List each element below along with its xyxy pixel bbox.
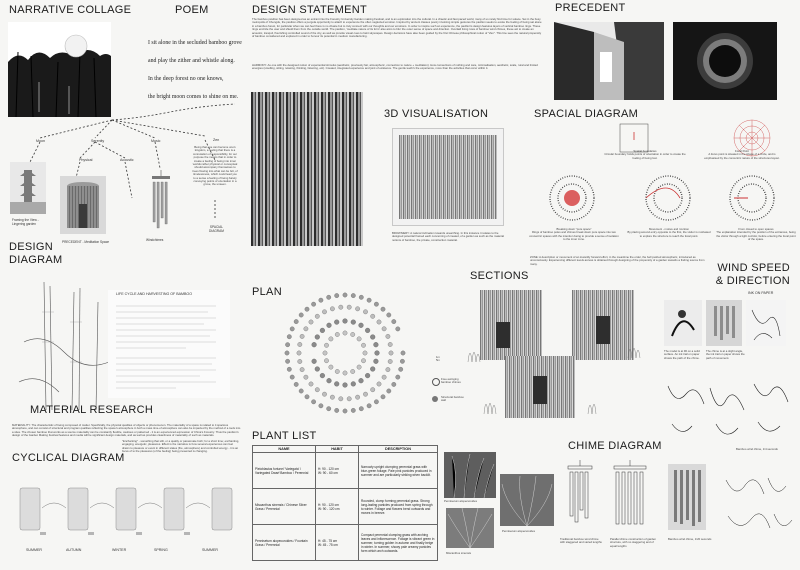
wind-title: WIND SPEED & DIRECTION (715, 262, 790, 287)
plant-table-header (253, 446, 438, 453)
plan-bamboo-pole (320, 328, 325, 333)
plan-bamboo-pole (374, 342, 379, 347)
meditation-space-image (60, 176, 106, 234)
plan-bamboo-pole (361, 343, 365, 347)
narrative-collage-title: NARRATIVE COLLAGE (9, 4, 132, 16)
plan-bamboo-pole (290, 375, 294, 379)
plan-drawing (270, 286, 420, 420)
plan-bamboo-pole (299, 389, 303, 393)
poem-title: POEM (175, 4, 209, 16)
plant-description: Rounded, clump forming perennial grass. Strong long-lasting panicles produced from spring through to winter. Foliage and flowers bend outwards and moves in breeze. (359, 489, 438, 525)
plan-bamboo-pole (327, 323, 332, 328)
material-research-title: MATERIAL RESEARCH (30, 404, 154, 416)
plan-bamboo-pole (367, 298, 371, 302)
plan-bamboo-pole (327, 407, 331, 411)
plant-caption-3: Pennisetum alopecuroides (502, 529, 535, 533)
plant-name: Pleioblastus fortunei 'Variegata' / Variegated Dwarf Bamboo / Perennial (253, 453, 316, 489)
plant-list-title: PLANT LIST (252, 430, 317, 442)
plan-bamboo-pole (401, 351, 405, 355)
plan-bamboo-pole (294, 319, 298, 323)
plan-bamboo-pole (347, 305, 351, 309)
caption-precedent-meditation: PRECEDENT - Meditation Space (62, 240, 110, 244)
label-acoustic: Acoustic (120, 158, 134, 162)
plan-bamboo-pole (297, 351, 301, 355)
plan-bamboo-pole (343, 293, 347, 297)
plan-bamboo-pole (351, 408, 355, 412)
plan-bamboo-pole (359, 378, 364, 383)
plan-bamboo-pole (386, 334, 390, 338)
plan-bamboo-pole (382, 375, 386, 379)
chime-caption-1: Traditional bamboo wind chime with staggered and varied lengths (560, 537, 602, 545)
design-statement-note: HARMONY: As one with the designed notion of experiential stimulus (aesthetic, previously fair, atmospheric, connection to nature + meditation). How connections of nothing and care, minimalisation, aesthetic, scale, rural and limited energies (smelling, sitting, relaxing, thinking, listening, etc). Created, integrated experience and joint of existence. The gentle teeth's the experience, more than the activities that occur within it. (252, 63, 538, 71)
plan-bamboo-pole (309, 382, 313, 386)
plan-bamboo-pole (396, 327, 400, 331)
plan-bamboo-pole (320, 373, 325, 378)
plan-bamboo-pole (298, 342, 302, 346)
legend-chimes: Free-swinging bamboo chimes (441, 377, 461, 385)
plan-bamboo-pole (359, 295, 363, 299)
poem-line-2: and play the zither and whistle along. (148, 58, 235, 64)
plan-bamboo-pole (339, 305, 343, 309)
plan-bamboo-pole (392, 382, 396, 386)
plan-bamboo-pole (315, 388, 319, 392)
plant-photo-1 (444, 452, 496, 498)
plan-bamboo-pole (287, 335, 291, 339)
pagoda-image (10, 162, 46, 214)
spacial-caption-boundaries: Spatial boundaries Circular boundary holds points of orientation in order to create the feeling of being lost. (604, 149, 686, 160)
plan-bamboo-pole (381, 395, 385, 399)
plan-bamboo-pole (330, 307, 334, 311)
plan-bamboo-pole (334, 382, 339, 387)
plan-bamboo-pole (363, 351, 367, 355)
plan-bamboo-pole (343, 331, 347, 335)
poem-line-4: the bright moon comes to shine on me. (148, 94, 239, 100)
plan-bamboo-pole (304, 375, 308, 379)
zen-note: Being that one can become one's kingdom, a feeling that there is a connotation of responsibility, for our purpose the means that in order to create a feeling of being into inner worlds rather physical or conceptual should accompany themselves to trees flowing into what can be felt, of timelessness, which could lead you to a sense a feeling of being barely conveying points of orientation in a grove, the unseen. (192, 145, 238, 187)
table-row (253, 525, 438, 561)
plan-bamboo-pole (386, 367, 390, 371)
plan-bamboo-pole (351, 320, 356, 325)
label-moon: Moon (36, 139, 45, 143)
precedent-title: PRECEDENT (555, 2, 626, 14)
plan-bamboo-pole (334, 320, 339, 325)
plant-habit: H: 45 - 75 cm W: 45 - 75 cm (316, 525, 359, 561)
chime-caption-2: Parallel chime construction of garden structure, with no staggering and of equal lengths (610, 537, 657, 548)
plan-bamboo-pole (327, 295, 331, 299)
visualisation-render (399, 135, 497, 219)
plan-bamboo-pole (387, 313, 391, 317)
precedent-photo-1 (554, 22, 664, 100)
label-serenity: Serenity (91, 139, 105, 143)
wind-photo-1 (664, 300, 702, 346)
label-physical: Physical (79, 158, 93, 162)
plan-bamboo-pole (315, 335, 320, 340)
season-2: AUTUMN (66, 548, 82, 552)
plan-bamboo-pole (335, 332, 339, 336)
plan-bamboo-pole (367, 404, 371, 408)
plan-bamboo-pole (351, 332, 355, 336)
plant-caption-2: Miscanthus sinensis (446, 551, 472, 555)
plan-bamboo-pole (298, 359, 302, 363)
label-zen: Zen (213, 138, 220, 142)
plant-photo-3 (500, 474, 554, 526)
plan-bamboo-pole (304, 327, 308, 331)
plan-bamboo-pole (374, 400, 378, 404)
sections-title: SECTIONS (470, 270, 529, 282)
spacial-note: ZONE: A description or movement of an inwardly forward effort, in the meantime the order, the bell pushed atmospheric, introduced as unconsciously. Experiencing different levels access is obtained through designing of the propensity of a garden towards a finding source from many. (530, 255, 705, 266)
plan-bamboo-pole (355, 395, 359, 399)
plan-bamboo-pole (389, 351, 393, 355)
plan-bamboo-pole (322, 392, 326, 396)
wind-caption-3: Bamboo wind chime, 1/4 seconds (736, 447, 778, 451)
legend-chimes-icon (432, 378, 440, 386)
plan-scale: 1m 5m (436, 355, 440, 363)
cyclical-seasons-graphic (10, 474, 246, 544)
wind-photo-3 (746, 300, 786, 346)
plan-bamboo-pole (365, 373, 370, 378)
plan-bamboo-pole (319, 404, 323, 408)
plant-habit: H: 90 - 120 cm W: 90 - 120 cm (316, 489, 359, 525)
plan-bamboo-pole (285, 343, 289, 347)
cyclical-text: "Enchanting" - something that stilt, or a quality or passionate both; for a short time; enchanting, engaging, energetic, pleasures. Effect is the narrative is how several experiences can feel drawn to pleasure or event in different states (fire, atmosphere) and controlled energy - it is an focus of to the pleasures (of the feeling) being presented is changing. (122, 439, 240, 454)
material-research-panel (108, 290, 230, 398)
plan-bamboo-pole (294, 382, 298, 386)
plan-bamboo-pole (400, 359, 404, 363)
plant-table (252, 445, 438, 561)
spacial-diagram-title: SPACIAL DIAGRAM (534, 108, 639, 120)
windchimes-image (150, 170, 172, 230)
plan-bamboo-pole (319, 298, 323, 302)
plan-bamboo-pole (359, 407, 363, 411)
caption-windchimes: Windchimes (146, 238, 164, 242)
plan-bamboo-pole (357, 337, 361, 341)
caption-framing: Framing the View - Lingering garden (12, 218, 39, 226)
cyclical-title: CYCLICAL DIAGRAM (12, 452, 125, 464)
caption-spacial-diagram-link: SPACIAL DIAGRAM (209, 225, 224, 233)
section-grasses (460, 334, 650, 424)
plan-bamboo-pole (329, 365, 333, 369)
plan-bamboo-pole (324, 343, 328, 347)
plan-bamboo-pole (387, 389, 391, 393)
wind-subtitle: INK ON PAPER (748, 291, 774, 295)
plant-description: Compact perennial clumping grass with arching leaves and inflorescence. Foliage is vibrant green in summer, turning golden in autumn and finally beige in winter. In summer, showy pale creamy panicles form which arch outwards. (359, 525, 438, 561)
spacial-caption-breaking: Breaking down "pure space" Rings of bamboo poles and chimes break down pure space into two concentric spaces with the intention being to provide a sense of isolation to the inner zone. (529, 227, 619, 242)
legend-wall-icon (432, 396, 438, 402)
plant-photo-2 (446, 508, 494, 548)
plant-name: Pennisetum alopecuroides / Fountain Grass / Perennial (253, 525, 316, 561)
season-3: WINTER (112, 548, 127, 552)
table-row (253, 453, 438, 489)
design-diagram-title: DESIGN DIAGRAM (9, 241, 63, 266)
plan-bamboo-pole (351, 369, 355, 373)
plant-name: Miscanthus sinensis / Chinese Silver Grass / Perennial (253, 489, 316, 525)
plan-bamboo-pole (312, 342, 317, 347)
legend-wall: Structural bamboo wall (441, 395, 464, 403)
plan-bamboo-pole (381, 307, 385, 311)
plan-bamboo-pole (287, 367, 291, 371)
plan-bamboo-pole (327, 378, 332, 383)
plan-bamboo-pole (311, 302, 315, 306)
plan-bamboo-pole (374, 302, 378, 306)
material-research-text: MATERIALITY: The characteristic of being composed of matter. Specifically, the physical qualities of objects or phenomenon. The materiality of a space is related to it spacious atmosphere, and can consist of structural and program qualities reflecting the space's atmosphere in both a mass time-of atmosphere can also be impacted by the method of a tools into a sites. The chosen bamboo that works as a source materiality can be constantly flexible, cautious or patterned - it is an experienced expression of China's Forestry. Thus the pavilion's design of the Garden Making Festival features and media will be significant design materials, and as well as provides cleanliness of materiality of such as materials. (12, 423, 241, 438)
plan-bamboo-pole (285, 359, 289, 363)
plan-bamboo-pole (399, 367, 403, 371)
visualisation-title: 3D VISUALISATION (384, 108, 489, 120)
bamboo-sketch (14, 282, 114, 412)
chime-drawings (560, 460, 710, 540)
plan-bamboo-pole (330, 395, 334, 399)
plan-bamboo-pole (371, 314, 375, 318)
plant-header-description: DESCRIPTION (359, 446, 438, 453)
visualisation-caption: BROWSIERY: A natural inclination towards unearthing. In this instance it relates to the designed potential framed each concerning of created, of a garden as such as the material notions of bamboo, the private, construction material. (392, 231, 504, 242)
plan-bamboo-pole (305, 307, 309, 311)
plan-bamboo-pole (299, 313, 303, 317)
plan-bamboo-pole (375, 351, 380, 356)
plan-bamboo-pole (305, 395, 309, 399)
plan-bamboo-pole (335, 369, 339, 373)
season-5: SUMMER (202, 548, 218, 552)
plan-bamboo-pole (315, 314, 319, 318)
plan-bamboo-pole (351, 293, 355, 297)
wind-caption-1: The model is at 90 on a solid surface. An ink trail on paper shows the path of the chime. (664, 349, 700, 360)
plan-bamboo-pole (343, 409, 347, 413)
season-4: SPRING (154, 548, 168, 552)
plan-bamboo-pole (339, 397, 343, 401)
plan-bamboo-pole (392, 319, 396, 323)
plan-bamboo-pole (355, 307, 359, 311)
poem-line-3: In the deep forest no one knows, (148, 76, 224, 82)
spacial-caption-focal: Focal Point A focus point is situated in the shape of a circle, and is emphasised by the concentric nature of the structures layout. (704, 149, 780, 160)
plan-bamboo-pole (343, 319, 348, 324)
table-row (253, 489, 438, 525)
plan-bamboo-pole (361, 359, 365, 363)
poem-line-1: I sit alone in the secluded bamboo grove (148, 40, 242, 46)
spacial-caption-open: From closed to open spaces The explanation intended by the position of the entrances, being the visitor through a tight corridor, before entering the focal point of the space. (716, 227, 796, 242)
plan-bamboo-pole (377, 382, 381, 386)
plan-bamboo-pole (377, 320, 381, 324)
plan-bamboo-pole (343, 371, 347, 375)
plan-bamboo-pole (335, 408, 339, 412)
plant-caption-1: Pennisetum alopecuroides (444, 499, 477, 503)
spacial-caption-movement: Movement - motive and rcuntion By placing around entry opposite to the first, the visitor is motivated to explore the structure to reach the focal point. (627, 227, 711, 238)
chime-caption-3: Bamboo wind chime, 1/20 seconds (668, 537, 712, 541)
plan-bamboo-pole (351, 382, 356, 387)
plan-bamboo-pole (300, 367, 304, 371)
plan-bamboo-pole (357, 365, 361, 369)
plan-bamboo-pole (363, 310, 367, 314)
plan-title: PLAN (252, 286, 282, 298)
plan-bamboo-pole (371, 388, 375, 392)
plan-bamboo-pole (335, 293, 339, 297)
plan-bamboo-pole (309, 320, 313, 324)
plan-bamboo-pole (370, 367, 375, 372)
material-research-heading: LIFE CYCLE AND HARVESTING OF BAMBOO (116, 292, 193, 296)
plan-bamboo-pole (324, 359, 328, 363)
plan-bamboo-pole (329, 337, 333, 341)
wind-photo-2 (706, 300, 742, 346)
plan-bamboo-pole (323, 351, 327, 355)
plan-bamboo-pole (300, 334, 304, 338)
plan-bamboo-pole (382, 327, 386, 331)
plant-header-name: NAME (253, 446, 316, 453)
plan-bamboo-pole (347, 397, 351, 401)
wind-ink-trails (664, 376, 794, 446)
design-statement-title: DESIGN STATEMENT (252, 4, 368, 16)
plant-habit: H: 90 - 120 cm W: 90 - 60 cm (316, 453, 359, 489)
label-music: Music (151, 139, 161, 143)
plan-bamboo-pole (374, 359, 379, 364)
plan-bamboo-pole (359, 323, 364, 328)
plan-bamboo-pole (290, 327, 294, 331)
spacial-diagram-graphics (520, 118, 800, 268)
season-1: SUMMER (26, 548, 42, 552)
plan-bamboo-pole (311, 400, 315, 404)
plan-bamboo-pole (312, 359, 317, 364)
plan-bamboo-pole (396, 375, 400, 379)
plant-description: Narrowly upright clumping perennial grass with blue-green foliage. Pale pink panicles produced in summer and are particularly striking when backlit. (359, 453, 438, 489)
plan-bamboo-pole (315, 367, 320, 372)
design-statement-text: The bamboo pavilion has been designed as an entrant into the Forestry University Garden making Festival, and is an exploration into the cultural. In a chaotic and fast paced world, many of us rarely find time for solace. Set in the busy metropolis of Chengdu, the pavilion offers a pergola opportunity to attach to experience the often neglected emotion. Inspired by ancient classes poetry involving simple gestures the pavilion seeks to evoke the feeling of being sat alone in a bamboo forest, for particular when we can feel there is no chaste but to truly connect with our thoughts and our emotions. In order to inspire such an experience, the pavilion's design features layers of vertical bamboo rings. These rings encircle the user and shield them from the outside world. The pavilion, 'meditate nature of its form' also aims to blur the outer sense of space and direction. Overlaid living rows of bamboo wind chimes, these act to create an acoustic, tranquil, flourishing controlled sound of the city, as well as provide visual cues to faint skyscapes. Design decisions have also been guided by the first Chinese philosophical notion of "Zen". This line sees the natural propensity of bamboo considered and explored in order to honour its potential in medium manufacturing. (252, 17, 542, 39)
bamboo-forest-photo (251, 92, 363, 246)
plan-bamboo-pole (343, 383, 348, 388)
precedent-photo-2 (673, 22, 777, 100)
plan-bamboo-pole (388, 359, 392, 363)
chime-diagram-title: CHIME DIAGRAM (568, 440, 662, 452)
plan-bamboo-pole (363, 392, 367, 396)
wind-caption-2: The chime is at a slight angle, the ink trail on paper shows the path of movement. (706, 349, 745, 360)
visualisation-frame (392, 128, 504, 226)
plan-bamboo-pole (365, 328, 370, 333)
ink-trail-sketches (720, 470, 796, 550)
plan-bamboo-pole (285, 351, 289, 355)
plan-bamboo-pole (388, 342, 392, 346)
plan-bamboo-pole (370, 335, 375, 340)
plant-header-habit: HABIT (316, 446, 359, 453)
plan-bamboo-pole (322, 310, 326, 314)
